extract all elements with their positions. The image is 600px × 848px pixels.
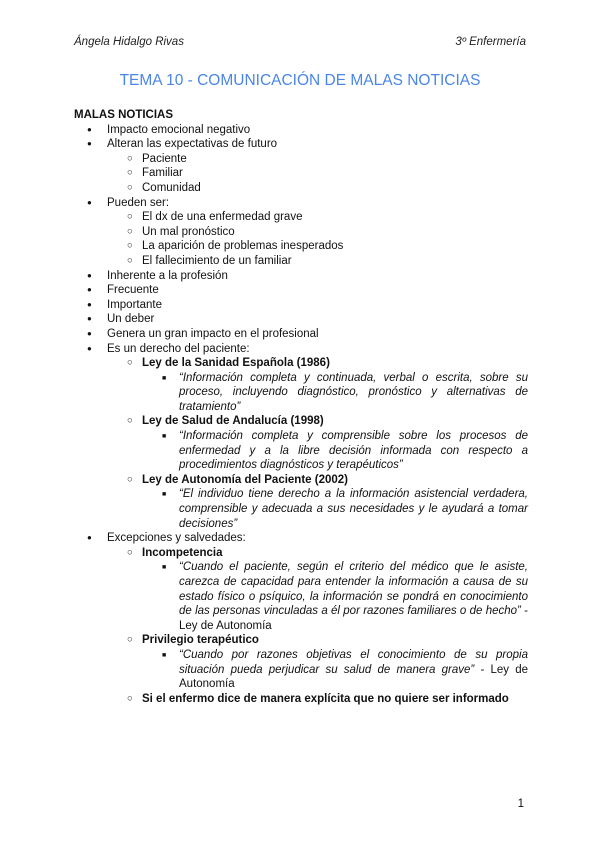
sub-list-item: ○ Comunidad [107,181,528,196]
sub-list [107,356,528,531]
section-heading: MALAS NOTICIAS [74,109,174,121]
sub-list-item [107,692,528,707]
list-item-text: Alteran las expectativas de futuro [107,138,278,151]
list-item [74,342,528,532]
law-quote: ■ “El individuo tiene derecho a la información asistencial verdadera, comprensible y adecuada a sus necesidades y le ayudará a tomar decisiones” [179,488,528,530]
sub-list [107,210,528,268]
sub-list-item [107,414,528,472]
list-item-text: Es un derecho del paciente: [107,342,250,355]
exception-title: Privilegio terapéutico [142,634,259,647]
law-title: Ley de Salud de Andalucía (1998) [142,415,324,428]
quote-item [142,429,528,473]
sub-list-item: ○ Familiar [107,166,528,181]
list-item: ● Frecuente [74,283,528,298]
quote-source: - Ley de Autonomía [179,605,528,632]
exception-title: Si el enfermo dice de manera explícita que no quiere ser informado [142,692,509,705]
list-item [74,531,528,706]
quote-list [142,487,528,531]
quote-item [142,560,528,633]
sub-list-item [107,356,528,414]
sub-list-item [107,633,528,691]
document-body [74,108,528,706]
sub-list [107,152,528,196]
sub-list-item: ○ El fallecimiento de un familiar [107,254,528,269]
quote-list [142,429,528,473]
header-course: 3º Enfermería [455,36,526,48]
quote-list [142,560,528,633]
sub-list-item: ○ La aparición de problemas inesperados [107,239,528,254]
quote-item [142,648,528,692]
list-item [74,196,528,269]
law-title: Ley de la Sanidad Española (1986) [142,357,330,370]
quote-list [142,371,528,415]
quote-item [142,487,528,531]
sub-list-item [107,473,528,531]
exception-quote: “Cuando por razones objetivas el conocimiento de su propia situación pueda perjudicar su salud de manera grave” [179,648,528,676]
sub-list-item: ○ El dx de una enfermedad grave [107,210,528,225]
exception-quote: “Cuando el paciente, según el criterio del médico que le asiste, carezca de capacidad para entender la información a causa de su estado físico o psíquico, la información se pondrá en conocimiento de las personas vinculadas a él por razones familiares o de hecho” [179,561,528,618]
list-item: ● Un deber [74,312,528,327]
sub-list-item [107,546,528,634]
list-item [74,137,528,195]
sub-list-item: ○ Un mal pronóstico [107,225,528,240]
list-item: ● Genera un gran impacto en el profesional [74,327,528,342]
sub-list-item: ○ Paciente [107,152,528,167]
list-item: ● Impacto emocional negativo [74,123,528,138]
exception-title: Incompetencia [142,546,223,559]
list-item: ● Importante [74,298,528,313]
list-item: ● Inherente a la profesión [74,269,528,284]
quote-item [142,371,528,415]
page-title: TEMA 10 - COMUNICACIÓN DE MALAS NOTICIAS [119,72,481,89]
law-quote: ■ “Información completa y comprensible sobre los procesos de enfermedad y a la libre decisión informada con respecto a procedimientos diagnósticos y terapéuticos” [179,430,528,472]
quote-source: - Ley de Autonomía [179,663,528,691]
law-quote: ■ “Información completa y continuada, verbal o escrita, sobre su proceso, incluyendo diagnóstico, pronóstico y alternativas de tratamiento” [179,371,528,413]
law-title: Ley de Autonomía del Paciente (2002) [142,473,348,486]
sub-list [107,546,528,707]
quote-list [142,648,528,692]
list-item-text: Excepciones y salvedades: [107,532,246,545]
page-number: 1 [517,798,524,810]
header-author: Ángela Hidalgo Rivas [74,36,184,48]
list-item-text: Pueden ser: [107,196,170,209]
main-list [74,123,528,707]
